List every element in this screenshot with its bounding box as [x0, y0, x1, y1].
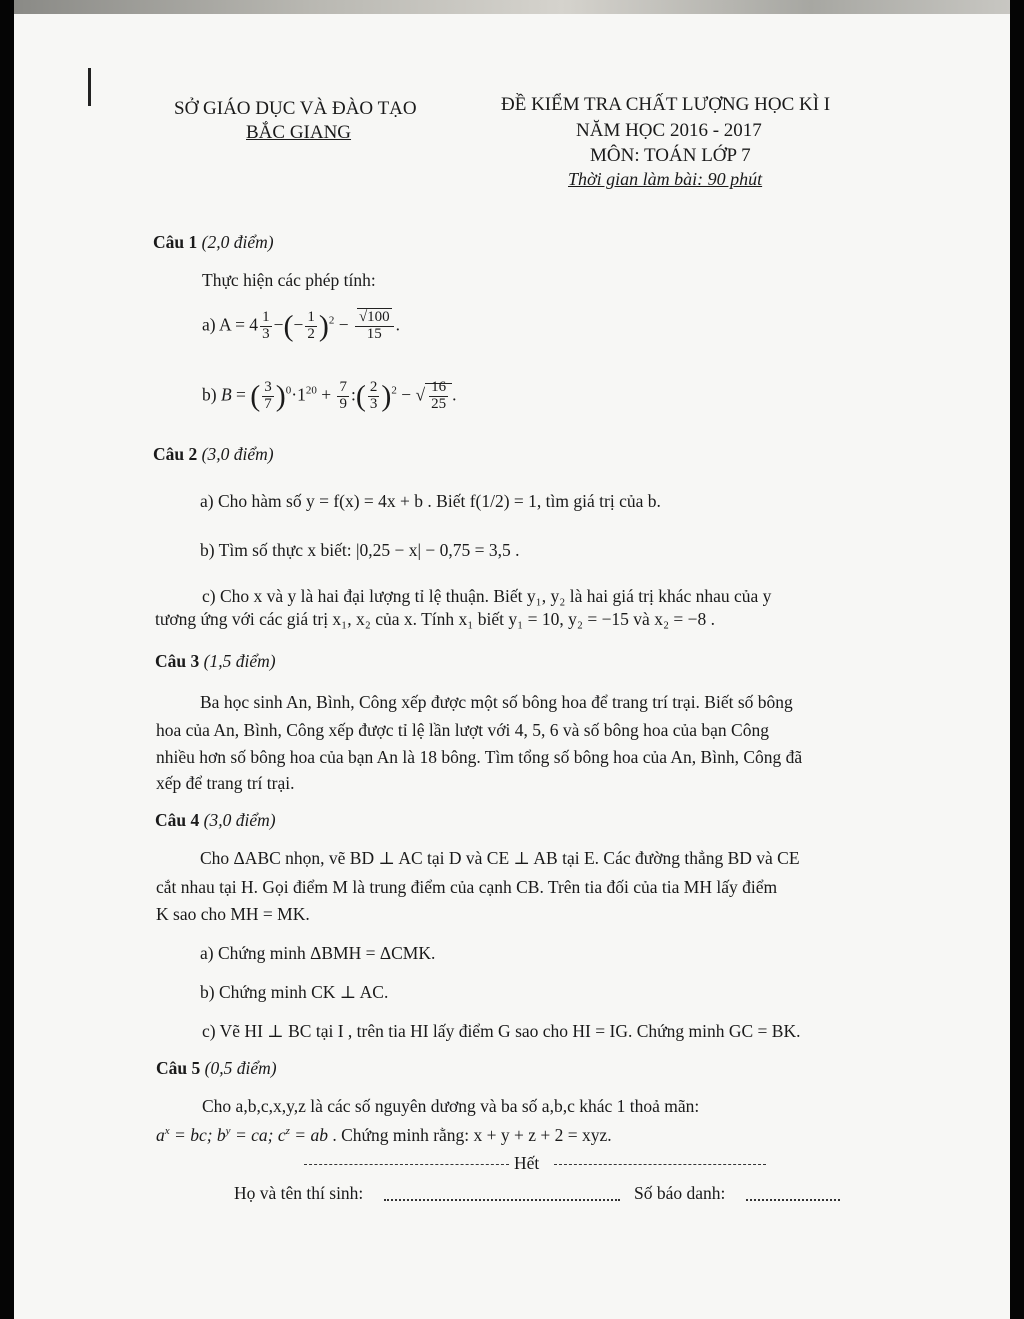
question-1-title: Câu 1: [153, 232, 198, 252]
candidate-number-blank: [746, 1199, 840, 1201]
margin-mark: [88, 68, 91, 106]
question-5-conclusion: . Chứng minh rằng: x + y + z + 2 = xyz.: [332, 1125, 612, 1145]
question-1-heading: [153, 232, 274, 253]
question-4-line1: Cho ΔABC nhọn, vẽ BD ⊥ AC tại D và CE ⊥ AB tại E. Các đường thẳng BD và CE: [200, 848, 800, 868]
question-5-line2: [156, 1125, 612, 1146]
question-4-line2: cắt nhau tại H. Gọi điểm M là trung điểm của cạnh CB. Trên tia đối của tia MH lấy điểm: [156, 877, 778, 897]
exam-title: ĐỀ KIỂM TRA CHẤT LƯỢNG HỌC KÌ I: [501, 94, 831, 115]
question-3-line2: hoa của An, Bình, Công xếp được tỉ lệ lần lượt với 4, 5, 6 và số bông hoa của bạn Công: [156, 720, 769, 740]
question-2a: a) Cho hàm số y = f(x) = 4x + b . Biết f(1/2) = 1, tìm giá trị của b.: [200, 491, 661, 511]
question-1a-expression: a) A = 4 $\frac{1}{3}$ −(− $\frac{1}{2}$ )$^2$ − $\frac{√100}{15}$ .: [202, 309, 401, 343]
subject: MÔN: TOÁN LỚP 7: [590, 145, 751, 166]
question-4b: b) Chứng minh CK ⊥ AC.: [200, 982, 389, 1002]
question-4c: c) Vẽ HI ⊥ BC tại I , trên tia HI lấy điểm G sao cho HI = IG. Chứng minh GC = BK.: [202, 1021, 801, 1041]
department-name: SỞ GIÁO DỤC VÀ ĐÀO TẠO: [174, 98, 417, 119]
question-2c-line2: tương ứng với các giá trị x₁, x₂ của x. Tính x₁ biết y₁ = 10, y₂ = −15 và x₂ = −8 .: [155, 609, 716, 629]
photo-top-edge: [14, 0, 1010, 14]
question-3-points: (1,5 điểm): [203, 651, 276, 671]
question-3-heading: [155, 651, 276, 672]
question-3-line4: xếp để trang trí trại.: [156, 773, 295, 793]
question-3-line3: nhiều hơn số bông hoa của bạn An là 18 bông. Tìm tổng số bông hoa của An, Bình, Công đã: [156, 747, 803, 767]
question-3-line1: Ba học sinh An, Bình, Công xếp được một số bông hoa để trang trí trại. Biết số bông: [200, 692, 793, 712]
question-5-heading: [156, 1058, 277, 1079]
end-mark: Hết: [514, 1153, 540, 1173]
question-5-points: (0,5 điểm): [204, 1058, 277, 1078]
end-line-left: [304, 1164, 509, 1165]
question-4-points: (3,0 điểm): [203, 810, 276, 830]
question-1b-expression: b) B = ( $\frac{3}{7}$ )$^0\cdot 1^{20}$ + $\frac{7}{9}$ :( $\frac{2}{3}$ )$^2$ − √ $\frac{16}{25}$ .: [202, 379, 457, 413]
question-1-points: (2,0 điểm): [201, 232, 274, 252]
question-2-title: Câu 2: [153, 444, 198, 464]
question-4-title: Câu 4: [155, 810, 200, 830]
question-2-heading: [153, 444, 274, 465]
question-5-conditions: $a^x$ = bc; $b^y$ = ca; $c^z$ = ab: [156, 1125, 328, 1145]
candidate-name-label: Họ và tên thí sinh:: [234, 1183, 364, 1203]
question-1a-label: a): [202, 314, 216, 335]
candidate-number-label: Số báo danh:: [634, 1183, 726, 1203]
question-2b: b) Tìm số thực x biết: |0,25 − x| − 0,75 = 3,5 .: [200, 540, 520, 560]
question-2c-line1: c) Cho x và y là hai đại lượng tỉ lệ thuận. Biết y₁, y₂ là hai giá trị khác nhau của y: [202, 586, 772, 606]
question-4-line3: K sao cho MH = MK.: [156, 904, 310, 924]
candidate-name-blank: [384, 1199, 620, 1201]
question-1-intro: Thực hiện các phép tính:: [202, 270, 376, 290]
end-line-right: [554, 1164, 766, 1165]
question-5-line1: Cho a,b,c,x,y,z là các số nguyên dương và ba số a,b,c khác 1 thoả mãn:: [202, 1096, 700, 1116]
exam-page: [14, 0, 1010, 1319]
question-3-title: Câu 3: [155, 651, 200, 671]
question-4-heading: [155, 810, 276, 831]
question-4a: a) Chứng minh ΔBMH = ΔCMK.: [200, 943, 436, 963]
question-5-title: Câu 5: [156, 1058, 201, 1078]
school-year: NĂM HỌC 2016 - 2017: [576, 120, 762, 141]
end-line: [304, 1153, 769, 1175]
province-name: BẮC GIANG: [246, 122, 352, 143]
question-2-points: (3,0 điểm): [201, 444, 274, 464]
question-1b-label: b): [202, 384, 217, 405]
duration: Thời gian làm bài: 90 phút: [568, 169, 763, 189]
